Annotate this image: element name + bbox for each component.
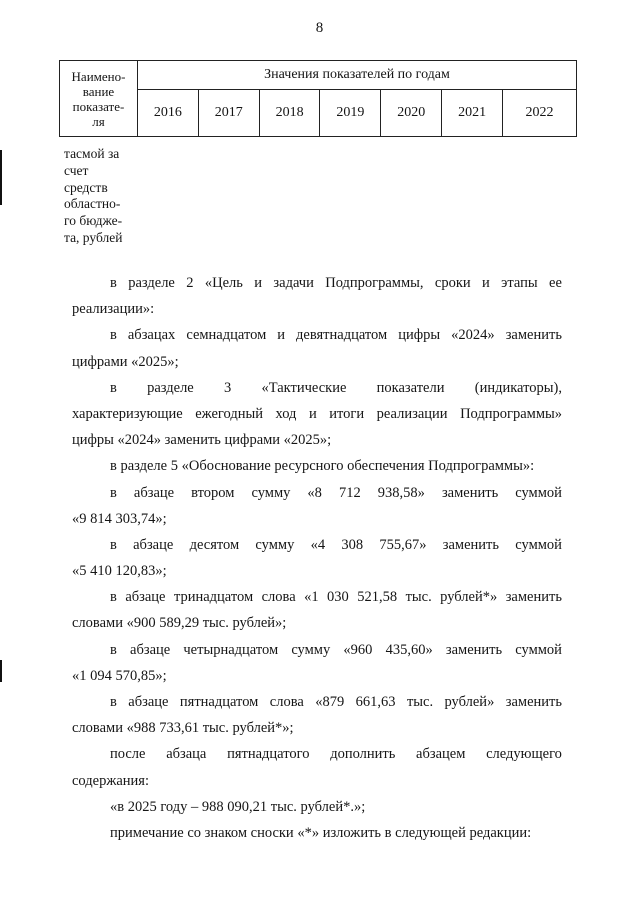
paragraph-line: в абзацах семнадцатом и девятнадцатом цифры «2024» заменить [110, 327, 562, 344]
paragraph-line: реализации»: [72, 301, 155, 318]
paragraph-line: в разделе 2 «Цель и задачи Подпрограммы, сроки и этапы ее [110, 275, 562, 291]
paragraph-line: словами «988 733,61 тыс. рублей*»; [72, 720, 294, 737]
paragraph-line: «5 410 120,83»; [72, 563, 167, 580]
year-header: 2018 [259, 90, 320, 137]
paragraph-line: примечание со знаком сноски «*» изложить в следующей редакции: [110, 824, 532, 841]
paragraph [72, 375, 562, 454]
scan-edge-mark [0, 150, 2, 205]
paragraph-line: цифры «2024» заменить цифрами «2025»; [72, 432, 332, 449]
paragraph [72, 322, 562, 374]
table-continuation-cell [64, 146, 146, 247]
header-name-line: вание [82, 83, 115, 99]
paragraph [72, 270, 562, 322]
header-name-line: Наимено- [71, 68, 126, 84]
year-header: 2021 [442, 90, 503, 137]
paragraph [72, 794, 562, 820]
year-header: 2016 [138, 90, 199, 137]
paragraph-line: в разделе 5 «Обоснование ресурсного обеспечения Подпрограммы»: [110, 458, 535, 475]
paragraph [72, 820, 562, 846]
paragraph-line: содержания: [72, 772, 150, 789]
paragraph-line: в разделе 3 «Тактические показатели (индикаторы), [110, 379, 562, 396]
header-name-line: ля [92, 113, 105, 129]
continuation-line: счет [64, 162, 89, 178]
paragraph [72, 584, 562, 636]
continuation-line: та, рублей [64, 229, 123, 245]
paragraph-line: цифрами «2025»; [72, 353, 179, 370]
continuation-line: го бюдже- [64, 213, 123, 229]
paragraph [72, 453, 562, 479]
paragraph-line: «в 2025 году – 988 090,21 тыс. рублей*.»; [110, 798, 366, 815]
continuation-line: тасмой за [64, 146, 120, 161]
column-header-values-by-year: Значения показателей по годам [138, 61, 577, 90]
year-header: 2020 [381, 90, 442, 137]
paragraph-line: в абзаце десятом сумму «4 308 755,67» заменить суммой [110, 536, 562, 553]
paragraph-line: в абзаце пятнадцатом слова «879 661,63 тыс. рублей» заменить [110, 694, 562, 710]
page-number: 8 [315, 20, 324, 36]
paragraph-line: в абзаце втором сумму «8 712 938,58» заменить суммой [110, 484, 562, 501]
paragraph [72, 741, 562, 793]
paragraph-line: в абзаце тринадцатом слова «1 030 521,58 тыс. рублей*» заменить [110, 589, 562, 606]
continuation-line: областно- [64, 196, 121, 212]
header-name-line: показате- [72, 98, 125, 114]
continuation-line: средств [64, 179, 108, 195]
paragraph-line: характеризующие ежегодный ход и итоги реализации Подпрограммы» [72, 405, 562, 422]
scan-edge-mark [0, 660, 2, 682]
paragraph-line: «1 094 570,85»; [72, 667, 167, 684]
year-header: 2022 [502, 90, 576, 137]
column-header-indicator-name [60, 61, 138, 137]
year-header: 2017 [198, 90, 259, 137]
paragraph [72, 689, 562, 741]
paragraph-line: после абзаца пятнадцатого дополнить абзацем следующего [110, 746, 562, 763]
paragraph-line: в абзаце четырнадцатом сумму «960 435,60» заменить суммой [110, 641, 562, 658]
paragraph [72, 480, 562, 532]
paragraph [72, 637, 562, 689]
paragraph-line: «9 814 303,74»; [72, 510, 167, 527]
amendment-text [72, 270, 562, 846]
indicators-table [59, 60, 577, 137]
paragraph [72, 532, 562, 584]
paragraph-line: словами «900 589,29 тыс. рублей»; [72, 615, 287, 632]
year-header: 2019 [320, 90, 381, 137]
